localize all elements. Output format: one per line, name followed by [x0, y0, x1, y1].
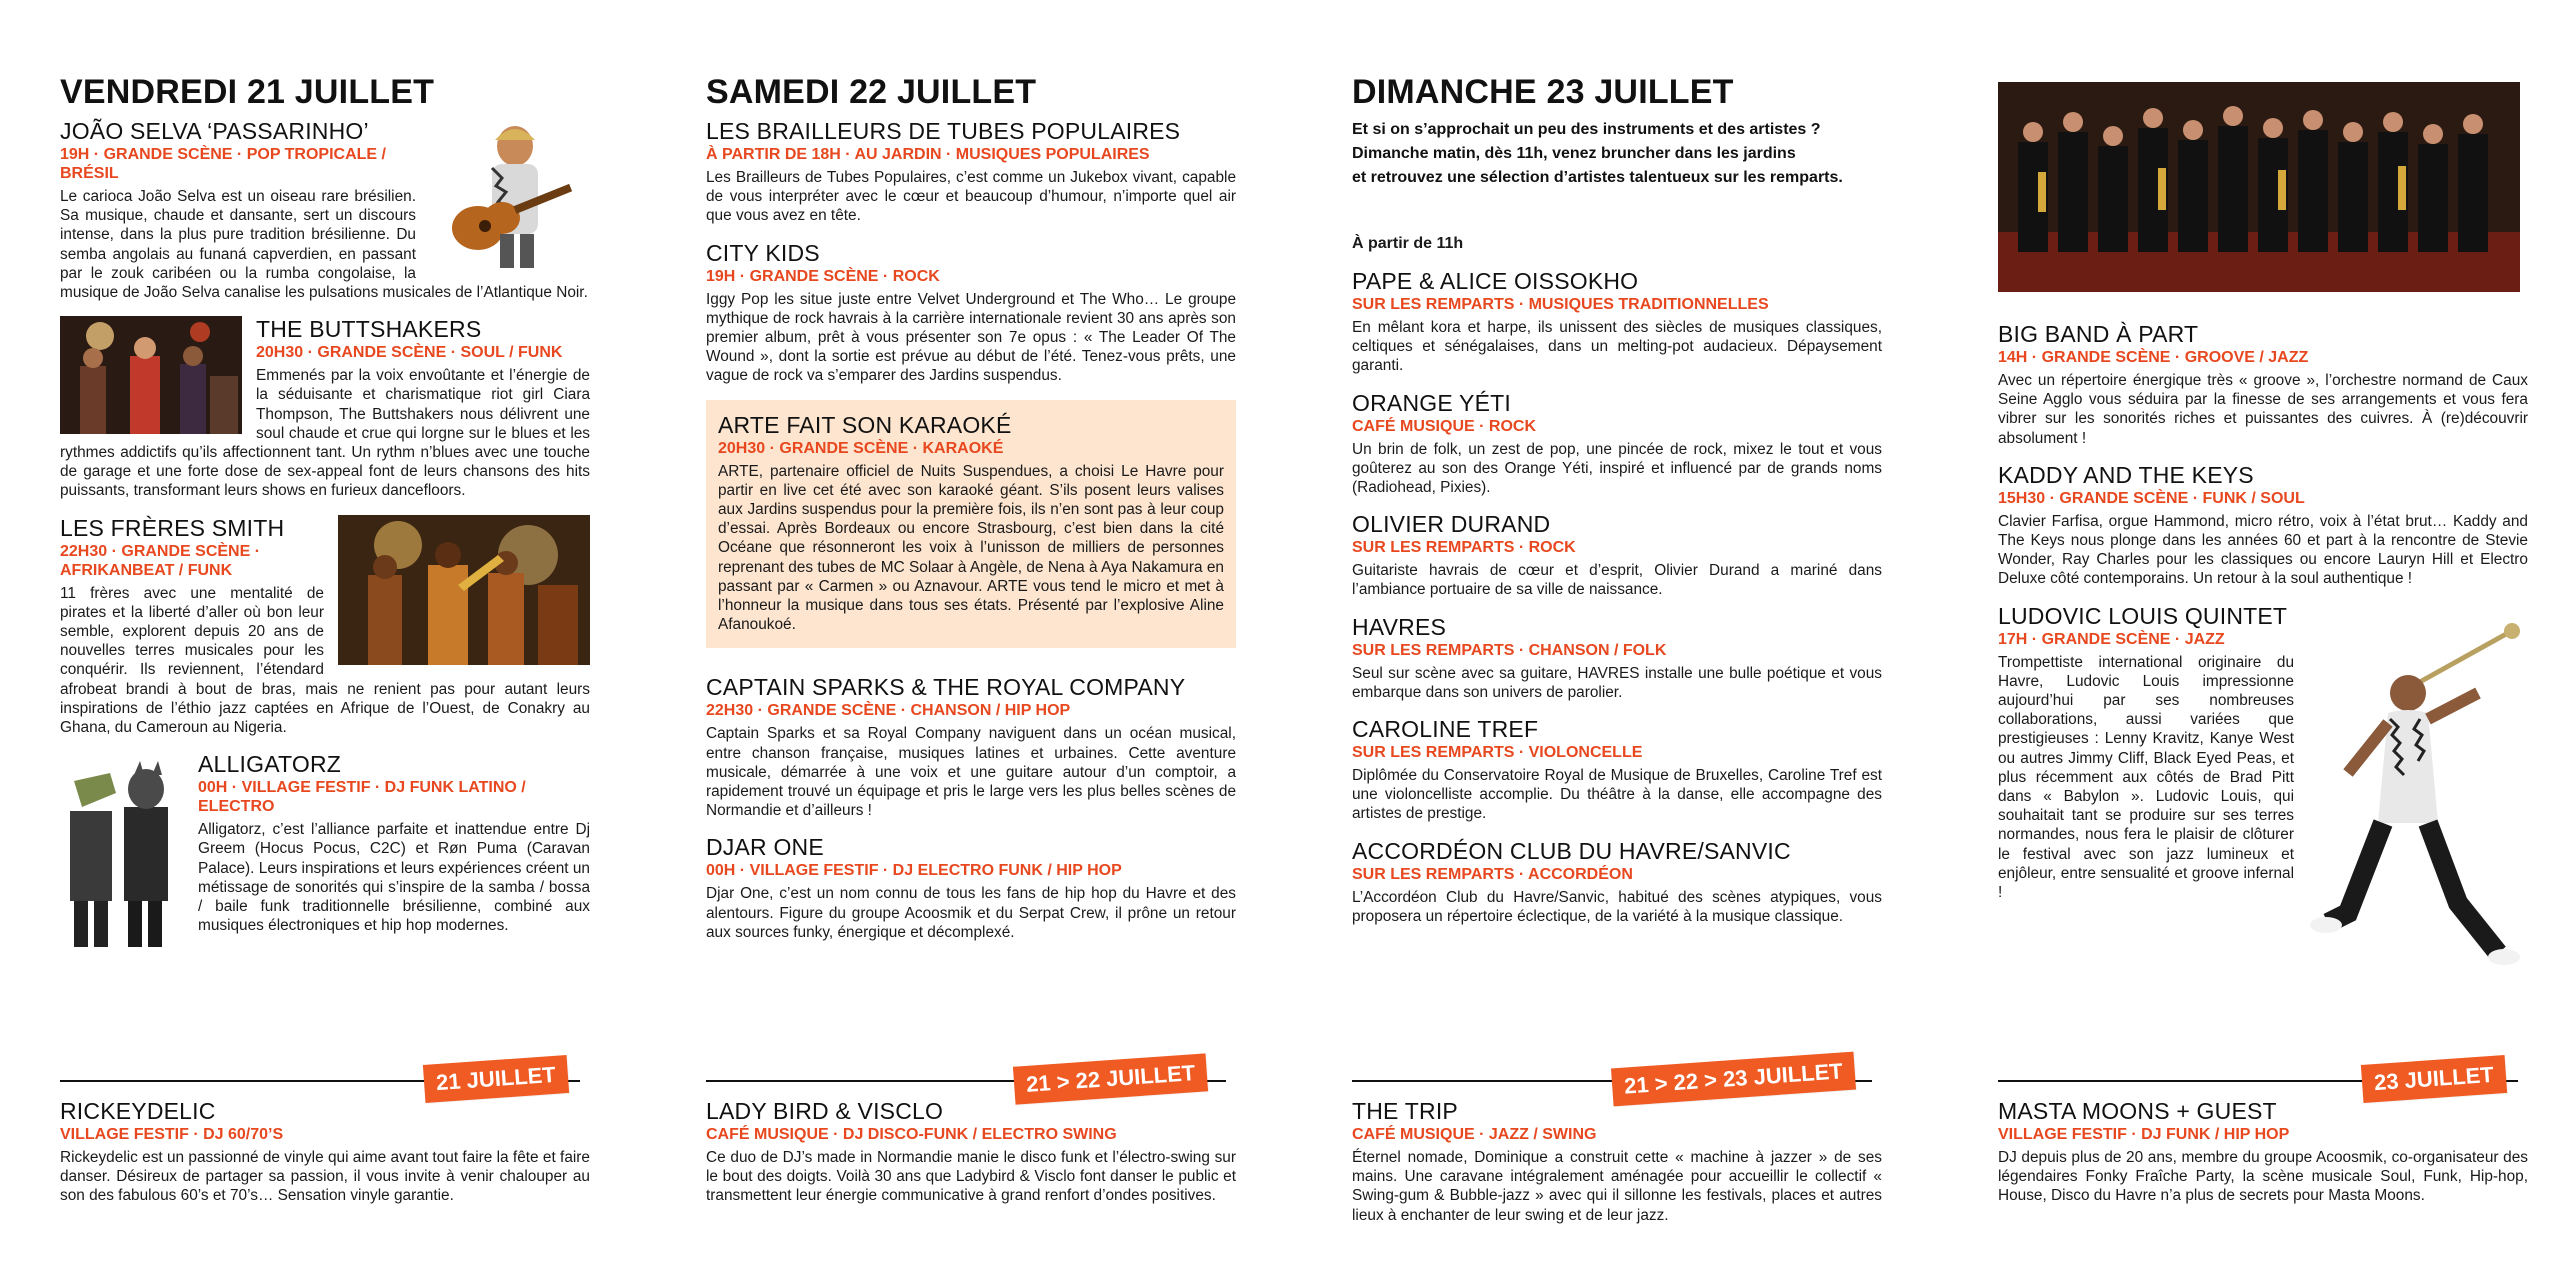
event-meta: SUR LES REMPARTS · ACCORDÉON: [1352, 865, 1633, 883]
event-title: OLIVIER DURAND: [1352, 511, 1551, 538]
event-description: Éternel nomade, Dominique a construit cette « machine à jazzer » de ses mains. Une caravane intégralement aménagée pour accueillir le collectif « Swing-gum & Bubble-jazz » avec qui il sillonne les festivals, places et autres lieux à enchanter de leur swing et de leur jazz.: [1352, 1149, 1882, 1224]
intro-line: Et si on s’approchait un peu des instruments et des artistes ?: [1352, 121, 1821, 138]
event-description: L’Accordéon Club du Havre/Sanvic, habitué des scènes atypiques, vous proposera un répertoire éclectique, de la variété à la musique classique.: [1352, 888, 1882, 925]
sunday-start-time: À partir de 11h: [1352, 235, 1464, 252]
date-tag: 21 > 22 JUILLET: [1013, 1053, 1209, 1104]
event-freres-smith: [60, 515, 590, 738]
event-description: Avec un répertoire énergique très « groove », l’orchestre normand de Caux Seine Agglo vous séduira par la finesse de ses arrangements et vous fera vibrer sur les sonorités riches et puissantes des cuivres. À (re)découvrir absolument !: [1998, 372, 2528, 447]
event-description: Seul sur scène avec sa guitare, HAVRES installe une bulle poétique et vous embarque dans son univers de parolier.: [1352, 664, 1882, 701]
event-city-kids: [706, 240, 1236, 386]
event-caroline-tref: [1352, 716, 1882, 824]
dj-set-lady-bird: [706, 1098, 1236, 1206]
event-pape-alice: [1352, 268, 1882, 376]
event-title: LUDOVIC LOUIS QUINTET: [1998, 602, 2288, 629]
column-friday: [60, 70, 590, 969]
photo-freres-smith: [338, 515, 590, 665]
event-meta: 19H · GRANDE SCÈNE · ROCK: [706, 267, 940, 285]
event-djar-one: [706, 834, 1236, 942]
photo-ludovic-louis: [2308, 623, 2528, 993]
event-olivier-durand: [1352, 511, 1882, 599]
event-description: Diplômée du Conservatoire Royal de Musique de Bruxelles, Caroline Tref est une violoncelliste accomplie. Du théâtre à la danse, elle accompagne des artistes de prestige.: [1352, 767, 1882, 823]
event-big-band: [1998, 321, 2528, 448]
event-title: THE TRIP: [1352, 1098, 1458, 1124]
event-title: ORANGE YÉTI: [1352, 389, 1511, 416]
event-captain-sparks: [706, 674, 1236, 820]
event-alligatorz: [60, 751, 590, 955]
photo-big-band: [1998, 82, 2520, 292]
event-orange-yeti: [1352, 390, 1882, 498]
event-description: Le carioca João Selva est un oiseau rare brésilien. Sa musique, chaude et dansante, sert un discours intense, dans la plus pure tradition brésilienne. Du semba angolais au funaná capverdien, en passant par le zouk caribéen ou la rumba congolaise, la musique de João Selva canalise les pulsations musicales de l’Atlantique Noir.: [60, 188, 588, 302]
dj-set-rickeydelic: [60, 1098, 590, 1206]
event-meta: 22H30 · GRANDE SCÈNE · AFRIKANBEAT / FUNK: [60, 542, 261, 579]
event-meta: 15H30 · GRANDE SCÈNE · FUNK / SOUL: [1998, 489, 2305, 507]
event-title: THE BUTTSHAKERS: [256, 316, 482, 343]
event-title: HAVRES: [1352, 613, 1447, 640]
event-title: BIG BAND À PART: [1998, 321, 2199, 347]
date-tag: 23 JUILLET: [2361, 1055, 2507, 1103]
event-meta: 14H · GRANDE SCÈNE · GROOVE / JAZZ: [1998, 349, 2309, 366]
day-heading: VENDREDI 21 JUILLET: [60, 73, 435, 111]
event-arte-karaoke: [706, 400, 1236, 649]
event-meta: 00H · VILLAGE FESTIF · DJ FUNK LATINO / ELECTRO: [198, 779, 526, 816]
event-meta: SUR LES REMPARTS · CHANSON / FOLK: [1352, 641, 1667, 659]
event-description: Djar One, c’est un nom connu de tous les fans de hip hop du Havre et des alentours. Figure du groupe Acoosmik et du Serpat Crew, il prône un retour aux sources funky, énergique et décomplexé.: [706, 885, 1236, 941]
event-brailleurs: [706, 118, 1236, 226]
event-description: Trompettiste international originaire du Havre, Ludovic Louis impressionne aujourd’hui par ses nombreuses collaborations, aussi variées que prestigieuses : Lenny Kravitz, Kanye West ou autres Jimmy Cliff, Black Eyed Peas, et plus récemment aux côtés de Brad Pitt dans « Babylon ». Ludovic Louis, qui souhaitait tant se produire sur ses terres normandes, nous fera le plaisir de clôturer le festival avec son jazz lumineux et enjôleur, entre sensualité et groove infernal !: [1998, 653, 2294, 902]
event-buttshakers: [60, 316, 590, 500]
dj-set-the-trip: [1352, 1098, 1882, 1225]
event-title: JOÃO SELVA ‘PASSARINHO’: [60, 118, 369, 144]
event-title: ACCORDÉON CLUB DU HAVRE/SANVIC: [1352, 837, 1791, 864]
sunday-intro: [1352, 118, 1882, 190]
event-title: MASTA MOONS + GUEST: [1998, 1098, 2277, 1124]
date-tag: 21 > 22 > 23 JUILLET: [1611, 1052, 1856, 1107]
event-meta: SUR LES REMPARTS · ROCK: [1352, 539, 1576, 557]
event-description: Ce duo de DJ’s made in Normandie manie le disco funk et l’électro-swing sur le bout des doigts. Voilà 30 ans que Ladybird & Visclo font danser le public et transmettent leur énergie communicative à grand renfort d’ondes positives.: [706, 1149, 1236, 1205]
event-meta: 17H · GRANDE SCÈNE · JAZZ: [1998, 630, 2225, 648]
event-title: CAPTAIN SPARKS & THE ROYAL COMPANY: [706, 674, 1186, 701]
event-meta: 19H · GRANDE SCÈNE · POP TROPICALE / BRÉSIL: [60, 146, 386, 182]
event-meta: CAFÉ MUSIQUE · DJ DISCO-FUNK / ELECTRO SWING: [706, 1126, 1117, 1143]
event-title: RICKEYDELIC: [60, 1098, 216, 1124]
column-saturday: [706, 70, 1236, 956]
event-title: LES FRÈRES SMITH: [60, 514, 285, 541]
event-description: Alligatorz, c’est l’alliance parfaite et inattendue entre Dj Greem (Hocus Pocus, C2C) et Røn Puma (Caravan Palace). Leurs inspirations et leurs expériences créent un métissage de sonorités qui s’inspire de la samba / bossa / baile funk traditionnelle brésilienne, combiné aux musiques électroniques et hip hop modernes.: [198, 821, 590, 935]
event-title: CITY KIDS: [706, 239, 820, 266]
event-title: ALLIGATORZ: [198, 751, 342, 778]
intro-line: Dimanche matin, dès 11h, venez bruncher dans les jardins: [1352, 145, 1796, 162]
event-meta: CAFÉ MUSIQUE · ROCK: [1352, 417, 1536, 435]
event-title: KADDY AND THE KEYS: [1998, 461, 2254, 488]
event-title: CAROLINE TREF: [1352, 716, 1539, 743]
event-description: Rickeydelic est un passionné de vinyle qui aime avant tout faire la fête et faire danser. Désireux de partager sa passion, il vous invite à venir chalouper au son des fabulous 60’s et 70’s… Sensation vinyle garantie.: [60, 1149, 590, 1205]
event-title: PAPE & ALICE OISSOKHO: [1352, 268, 1639, 294]
event-title: DJAR ONE: [706, 834, 824, 861]
event-meta: CAFÉ MUSIQUE · JAZZ / SWING: [1352, 1126, 1597, 1143]
event-description: Iggy Pop les situe juste entre Velvet Underground et The Who… Le groupe mythique de rock havrais à la carrière internationale revient 30 ans après son premier album, prêt à vous présenter son 7e opus : « The Leader Of The Wound », dont la sortie est prévue au début de l’été. Tenez-vous prêts, une vague de rock va s’emparer des Jardins suspendus.: [706, 290, 1236, 385]
event-meta: 00H · VILLAGE FESTIF · DJ ELECTRO FUNK / HIP HOP: [706, 862, 1122, 880]
column-sunday-continued: [1998, 82, 2528, 1011]
event-description: Un brin de folk, un zest de pop, une pincée de rock, mixez le tout et vous goûterez au son des Orange Yéti, inspiré et influencé par de grands noms (Radiohead, Pixies).: [1352, 440, 1882, 497]
event-title: LADY BIRD & VISCLO: [706, 1098, 944, 1124]
event-description: 11 frères avec une mentalité de pirates et la liberté d’aller où bon leur semble, explorent depuis 20 ans de nouvelles terres musicales pour les conquérir. Ils reviennent, l’étendard afrobeat brandi à bout de bras, mais ne renient pas pour autant leurs inspirations de l’éthio jazz captées en Afrique de l’Ouest, de Conakry au Ghana, du Cameroun au Nigeria.: [60, 584, 590, 737]
date-tag: 21 JUILLET: [423, 1055, 569, 1103]
event-title: ARTE FAIT SON KARAOKÉ: [718, 411, 1012, 438]
event-meta: 22H30 · GRANDE SCÈNE · CHANSON / HIP HOP: [706, 702, 1071, 720]
day-heading: DIMANCHE 23 JUILLET: [1352, 73, 1734, 111]
intro-line: et retrouvez une sélection d’artistes talentueux sur les remparts.: [1352, 169, 1843, 186]
event-havres: [1352, 614, 1882, 702]
day-heading: SAMEDI 22 JUILLET: [706, 73, 1037, 111]
event-meta: 20H30 · GRANDE SCÈNE · KARAOKÉ: [718, 439, 1004, 457]
event-meta: À PARTIR DE 18H · AU JARDIN · MUSIQUES POPULAIRES: [706, 146, 1150, 163]
event-description: En mêlant kora et harpe, ils unissent des siècles de musiques classiques, celtiques et sénégalaises, dans un melting-pot audacieux. Dépaysement garanti.: [1352, 319, 1882, 375]
event-title: LES BRAILLEURS DE TUBES POPULAIRES: [706, 118, 1181, 144]
event-description: Guitariste havrais de cœur et d’esprit, Olivier Durand a mariné dans l’ambiance portuaire de sa ville de naissance.: [1352, 562, 1882, 599]
photo-buttshakers: [60, 316, 242, 434]
event-meta: VILLAGE FESTIF · DJ 60/70’S: [60, 1126, 284, 1143]
event-meta: 20H30 · GRANDE SCÈNE · SOUL / FUNK: [256, 344, 563, 362]
event-accordeon-club: [1352, 838, 1882, 926]
event-description: Les Brailleurs de Tubes Populaires, c’est comme un Jukebox vivant, capable de vous interpréter avec le cœur et beaucoup d’humour, n’importe quel air que vous avez en tête.: [706, 169, 1236, 225]
event-description: ARTE, partenaire officiel de Nuits Suspendues, a choisi Le Havre pour partir en live cet été avec son karaoké géant. S’ils posent leurs valises aux Jardins suspendus pour la première fois, ils n’en sont pas à leur coup d’essai. Après Bordeaux ou encore Strasbourg, c’est bien dans la cité Océane que résonneront les voix à l’unisson de milliers de personnes reprenant des tubes de MC Solaar à Angèle, de Nena à Aya Nakamura en passant par « Carmen » ou Aznavour. ARTE vous tend le micro et met à l’honneur la musique dans tous ses états. Présenté par l’explosive Aline Afanoukoé.: [718, 462, 1224, 634]
dj-set-masta-moons: [1998, 1098, 2528, 1206]
event-meta: SUR LES REMPARTS · MUSIQUES TRADITIONNELLES: [1352, 296, 1769, 313]
event-description: Captain Sparks et sa Royal Company naviguent dans un océan musical, entre chanson française, musiques latines et urbaines. Cette aventure musicale, démarrée à une voix et une guitare autour d’un comptoir, a rapidement trouvé un équipage et pris le large vers les plus belles scènes de Normandie et d’ailleurs !: [706, 725, 1236, 820]
event-description: DJ depuis plus de 20 ans, membre du groupe Acoosmik, co-organisateur des légendaires Fonky Fraîche Party, la scène musicale Soul, Funk, Hip-hop, House, Disco du Havre n’a plus de secrets pour Masta Moons.: [1998, 1149, 2528, 1205]
event-meta: SUR LES REMPARTS · VIOLONCELLE: [1352, 744, 1643, 762]
event-kaddy-keys: [1998, 462, 2528, 589]
photo-alligatorz: [60, 751, 184, 951]
event-ludovic-louis: [1998, 603, 2528, 997]
event-description: Clavier Farfisa, orgue Hammond, micro rétro, voix à l’état brut… Kaddy and The Keys nous plonge dans les années 60 et part à la rencontre de Stevie Wonder, Ray Charles pour les classiques ou encore Lauryn Hill et Electro Deluxe côté contemporains. Un retour à la soul authentique !: [1998, 512, 2528, 588]
column-sunday: [1352, 70, 1882, 940]
photo-joao-selva: [430, 118, 590, 268]
event-meta: VILLAGE FESTIF · DJ FUNK / HIP HOP: [1998, 1126, 2290, 1143]
event-joao-selva: [60, 118, 590, 302]
event-description: Emmenés par la voix envoûtante et l’énergie de la séduisante et charismatique riot girl Ciara Thompson, The Buttshakers nous délivrent une soul chaude et crue qui lorgne sur le blues et les rythmes addictifs qu’ils affectionnent tant. Un rythm n’blues avec une touche de garage et une forte dose de sex-appeal font de leurs chansons des hits puissants, transformant leurs shows en furieux dancefloors.: [60, 367, 590, 500]
